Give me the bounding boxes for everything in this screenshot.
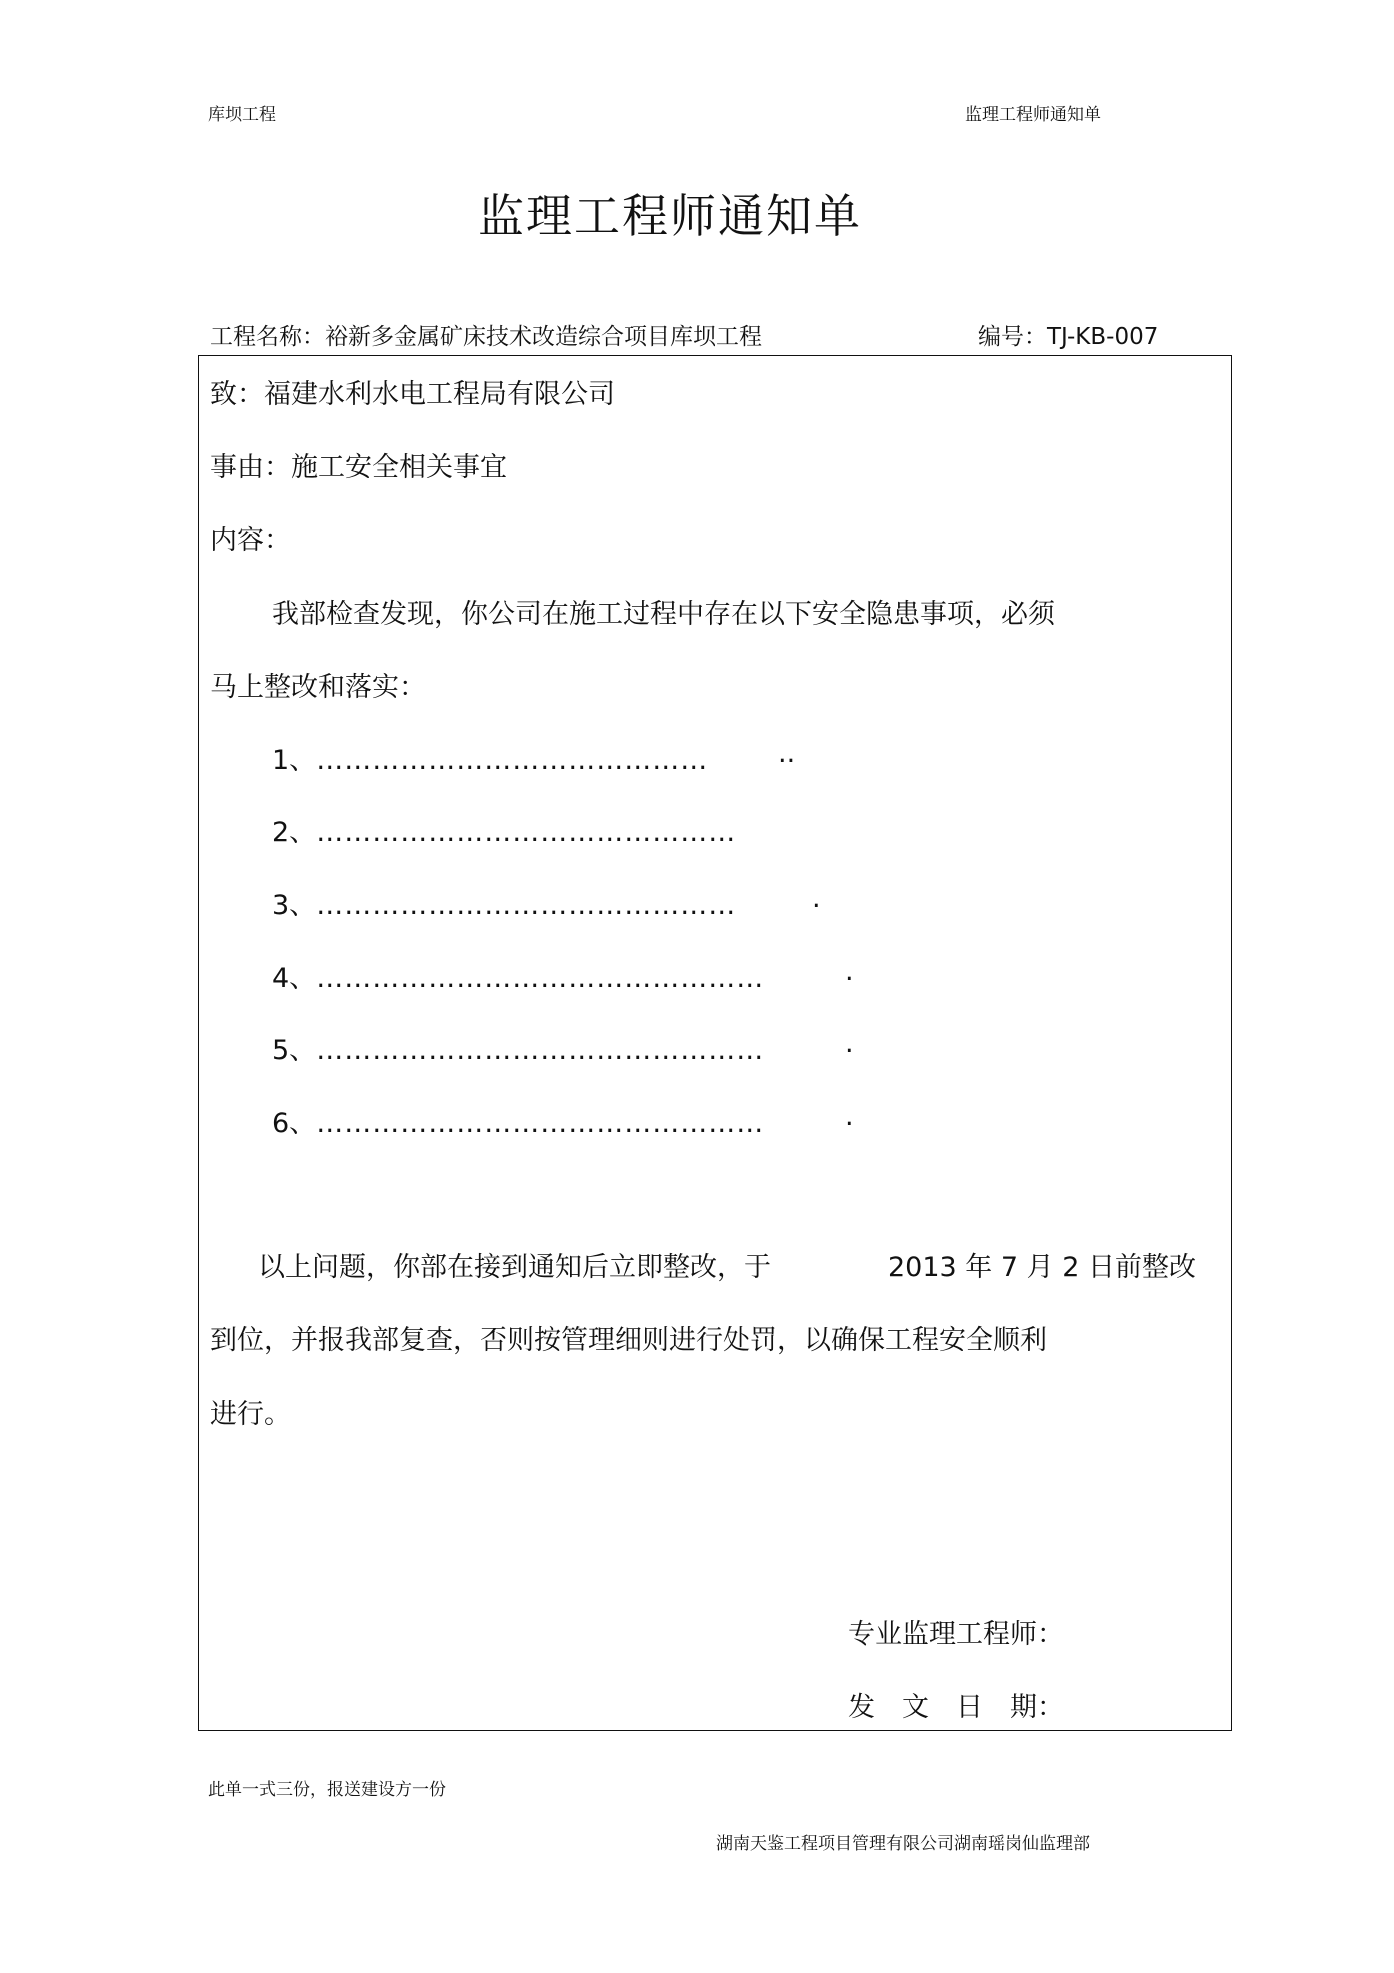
- intro-line-1: 我部检查发现，你公司在施工过程中存在以下安全隐患事项，必须: [272, 599, 1055, 630]
- hazard-item-dots: …………………………………………: [316, 1108, 765, 1139]
- project-name-value: 裕新多金属矿床技术改造综合项目库坝工程: [325, 324, 762, 350]
- deadline-line-1b: 2013 年 7 月 2 日前整改: [888, 1252, 1196, 1283]
- hazard-item-tail: .: [845, 1028, 854, 1059]
- project-name-label: 工程名称：: [210, 324, 325, 350]
- hazard-item-dots: ……………………………………: [316, 745, 709, 776]
- document-number-value: TJ-KB-007: [1047, 324, 1159, 350]
- document-number: [978, 318, 1158, 351]
- hazard-item-dots: ………………………………………: [316, 817, 737, 848]
- hazard-item-number: 5、: [272, 1035, 317, 1066]
- reason-line: 事由：施工安全相关事宜: [210, 452, 507, 483]
- hazard-item-tail: .: [812, 883, 821, 914]
- header-left: 库坝工程: [208, 105, 276, 125]
- document-number-label: 编号：: [978, 324, 1047, 350]
- hazard-item-number: 2、: [272, 817, 317, 848]
- content-label: 内容：: [210, 525, 291, 556]
- hazard-item: [272, 883, 736, 922]
- hazard-item: [272, 1101, 764, 1140]
- hazard-item-dots: …………………………………………: [316, 1035, 765, 1066]
- issue-date-label: 发 文 日 期：: [848, 1692, 1064, 1723]
- hazard-item: [272, 738, 708, 777]
- hazard-item-number: 6、: [272, 1108, 317, 1139]
- page-title: 监理工程师通知单: [478, 189, 862, 243]
- deadline-line-2: 到位，并报我部复查，否则按管理细则进行处罚，以确保工程安全顺利: [210, 1325, 1047, 1356]
- header-right: 监理工程师通知单: [965, 105, 1101, 125]
- engineer-signature-label: 专业监理工程师：: [848, 1619, 1064, 1650]
- hazard-item-dots: ………………………………………: [316, 890, 737, 921]
- hazard-item: [272, 810, 736, 849]
- hazard-item-number: 1、: [272, 745, 317, 776]
- deadline-line-1a: 以上问题，你部在接到通知后立即整改，于: [258, 1252, 771, 1283]
- issuing-organization: 湖南天鉴工程项目管理有限公司湖南瑶岗仙监理部: [716, 1834, 1090, 1854]
- hazard-item: [272, 956, 764, 995]
- deadline-line-3: 进行。: [210, 1399, 291, 1430]
- intro-line-2: 马上整改和落实：: [210, 672, 426, 703]
- hazard-item-number: 4、: [272, 963, 317, 994]
- project-name: [210, 318, 762, 351]
- hazard-item-number: 3、: [272, 890, 317, 921]
- hazard-item-tail: .: [845, 1101, 854, 1132]
- hazard-item: [272, 1028, 764, 1067]
- copies-note: 此单一式三份，报送建设方一份: [208, 1780, 446, 1800]
- recipient-line: 致：福建水利水电工程局有限公司: [210, 379, 615, 410]
- hazard-item-tail: .: [845, 956, 854, 987]
- hazard-item-tail: ..: [778, 738, 796, 769]
- hazard-item-dots: …………………………………………: [316, 963, 765, 994]
